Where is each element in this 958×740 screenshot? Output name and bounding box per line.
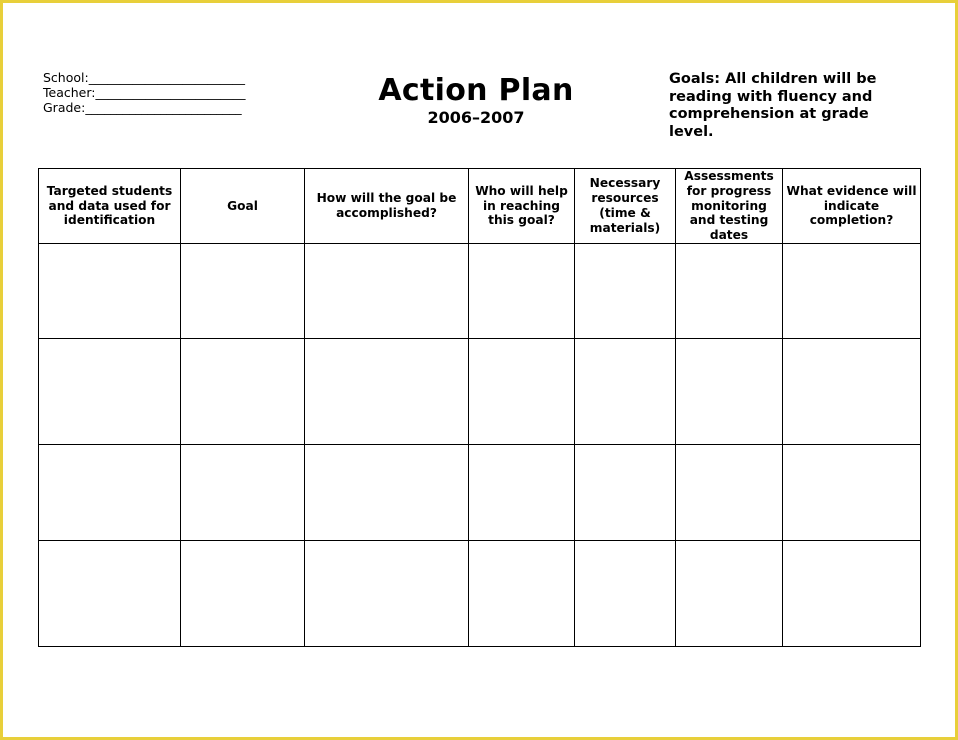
column-header-goal: Goal [181, 169, 305, 244]
teacher-field[interactable]: Teacher:________________________ [43, 85, 246, 100]
table-cell[interactable] [783, 244, 921, 339]
table-row [39, 541, 921, 647]
table-cell[interactable] [181, 541, 305, 647]
table-cell[interactable] [305, 541, 469, 647]
table-row [39, 244, 921, 339]
grade-field[interactable]: Grade:_________________________ [43, 100, 242, 115]
goals-statement: Goals: All children will be reading with fluency and comprehension at grade level. [669, 71, 877, 140]
school-years: 2006–2007 [427, 108, 525, 127]
table-cell[interactable] [469, 445, 575, 541]
table-cell[interactable] [676, 445, 783, 541]
table-cell[interactable] [676, 339, 783, 445]
action-plan-table [38, 168, 921, 647]
table-cell[interactable] [575, 445, 676, 541]
table-cell[interactable] [39, 445, 181, 541]
column-header-assessments: Assessments for progress monitoring and testing dates [676, 169, 783, 244]
table-cell[interactable] [39, 541, 181, 647]
table-cell[interactable] [575, 339, 676, 445]
column-header-how-accomplished: How will the goal be accomplished? [305, 169, 469, 244]
table-cell[interactable] [39, 339, 181, 445]
table-cell[interactable] [469, 339, 575, 445]
title-block [353, 73, 599, 127]
table-cell[interactable] [305, 445, 469, 541]
table-cell[interactable] [783, 339, 921, 445]
column-header-necessary-resources: Necessary resources (time & materials) [575, 169, 676, 244]
column-header-targeted-students: Targeted students and data used for identification [39, 169, 181, 244]
table-cell[interactable] [469, 541, 575, 647]
table-cell[interactable] [181, 244, 305, 339]
table-cell[interactable] [783, 541, 921, 647]
table-cell[interactable] [305, 339, 469, 445]
school-field[interactable]: School:_________________________ [43, 70, 245, 85]
table-cell[interactable] [181, 445, 305, 541]
school-info-block [43, 70, 245, 115]
table-cell[interactable] [783, 445, 921, 541]
table-cell[interactable] [676, 541, 783, 647]
table-cell[interactable] [181, 339, 305, 445]
table-cell[interactable] [575, 244, 676, 339]
table-cell[interactable] [676, 244, 783, 339]
table-cell[interactable] [575, 541, 676, 647]
column-header-evidence: What evidence will indicate completion? [783, 169, 921, 244]
table-cell[interactable] [39, 244, 181, 339]
table-cell[interactable] [469, 244, 575, 339]
page-title: Action Plan [378, 73, 574, 108]
table-row [39, 339, 921, 445]
table-cell[interactable] [305, 244, 469, 339]
table-row [39, 445, 921, 541]
table-header-row [39, 169, 921, 244]
column-header-who-will-help: Who will help in reaching this goal? [469, 169, 575, 244]
